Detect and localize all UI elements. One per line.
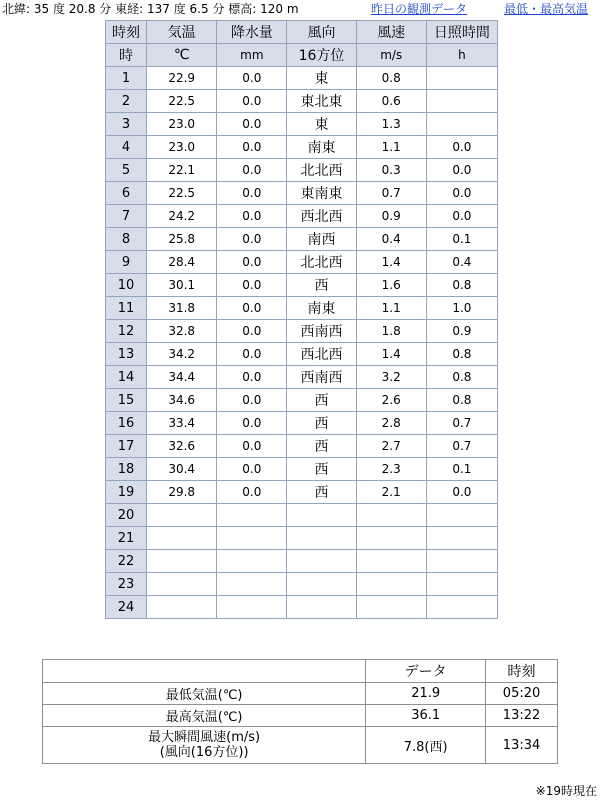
- sunshine-cell: 0.7: [426, 435, 497, 458]
- temperature-cell: 33.4: [147, 412, 217, 435]
- unit-precipitation: mm: [217, 44, 287, 67]
- precipitation-cell: 0.0: [217, 182, 287, 205]
- wind-speed-cell: 0.3: [356, 159, 426, 182]
- temperature-cell: 23.0: [147, 113, 217, 136]
- wind-speed-cell: 1.4: [356, 251, 426, 274]
- unit-wind-speed: m/s: [356, 44, 426, 67]
- table-row: [106, 412, 498, 435]
- wind-direction-cell: [287, 596, 356, 619]
- precipitation-cell: 0.0: [217, 343, 287, 366]
- table-row: [106, 205, 498, 228]
- temperature-cell: [147, 596, 217, 619]
- wind-speed-cell: 1.8: [356, 320, 426, 343]
- hour-cell: 11: [106, 297, 147, 320]
- hour-cell: 6: [106, 182, 147, 205]
- precipitation-cell: [217, 596, 287, 619]
- sunshine-cell: 0.1: [426, 228, 497, 251]
- wind-speed-cell: 0.6: [356, 90, 426, 113]
- altitude-label: 標高:: [228, 2, 257, 16]
- wind-direction-cell: [287, 550, 356, 573]
- summary-header-row: [43, 660, 558, 683]
- precipitation-cell: 0.0: [217, 412, 287, 435]
- table-row: [106, 274, 498, 297]
- sunshine-cell: 0.0: [426, 136, 497, 159]
- wind-direction-cell: [287, 527, 356, 550]
- latitude-label: 北緯:: [2, 2, 31, 16]
- wind-direction-cell: 東: [287, 67, 356, 90]
- wind-direction-cell: [287, 573, 356, 596]
- sunshine-cell: 0.7: [426, 412, 497, 435]
- table-row: [106, 481, 498, 504]
- precipitation-cell: 0.0: [217, 274, 287, 297]
- sunshine-cell: [426, 596, 497, 619]
- max-temp-row: [43, 705, 558, 727]
- sunshine-cell: [426, 550, 497, 573]
- hour-cell: 19: [106, 481, 147, 504]
- temperature-cell: [147, 573, 217, 596]
- sunshine-cell: [426, 90, 497, 113]
- min-max-temp-link[interactable]: 最低・最高気温: [504, 2, 589, 16]
- wind-direction-cell: 北北西: [287, 251, 356, 274]
- table-row: [106, 550, 498, 573]
- summary-header-blank: [43, 660, 366, 683]
- precipitation-cell: [217, 573, 287, 596]
- precipitation-cell: 0.0: [217, 435, 287, 458]
- min-temp-label: 最低気温(℃): [43, 683, 366, 705]
- wind-direction-cell: 東北東: [287, 90, 356, 113]
- wind-direction-cell: 西北西: [287, 343, 356, 366]
- max-gust-label: [43, 727, 366, 764]
- wind-speed-cell: 0.7: [356, 182, 426, 205]
- sunshine-cell: [426, 527, 497, 550]
- wind-direction-cell: 西: [287, 435, 356, 458]
- table-row: [106, 182, 498, 205]
- wind-speed-cell: 1.6: [356, 274, 426, 297]
- wind-direction-cell: 西: [287, 389, 356, 412]
- temperature-cell: 22.5: [147, 90, 217, 113]
- wind-direction-cell: 南東: [287, 297, 356, 320]
- max-gust-row: [43, 727, 558, 764]
- min-temp-value: 21.9: [366, 683, 486, 705]
- hour-cell: 3: [106, 113, 147, 136]
- hour-cell: 5: [106, 159, 147, 182]
- wind-speed-cell: 1.1: [356, 297, 426, 320]
- latitude-value: 35 度 20.8 分: [33, 2, 112, 16]
- wind-speed-cell: 2.6: [356, 389, 426, 412]
- wind-direction-cell: [287, 504, 356, 527]
- precipitation-cell: 0.0: [217, 113, 287, 136]
- precipitation-cell: 0.0: [217, 159, 287, 182]
- table-row: [106, 320, 498, 343]
- wind-speed-cell: 1.3: [356, 113, 426, 136]
- temperature-cell: 30.4: [147, 458, 217, 481]
- header-wind-speed: 風速: [356, 21, 426, 44]
- temperature-cell: 22.1: [147, 159, 217, 182]
- wind-speed-cell: 2.3: [356, 458, 426, 481]
- hour-cell: 16: [106, 412, 147, 435]
- table-row: [106, 90, 498, 113]
- precipitation-cell: 0.0: [217, 205, 287, 228]
- table-row: [106, 366, 498, 389]
- units-row: [106, 44, 498, 67]
- max-temp-value: 36.1: [366, 705, 486, 727]
- sunshine-cell: [426, 67, 497, 90]
- hour-cell: 18: [106, 458, 147, 481]
- sunshine-cell: 0.8: [426, 366, 497, 389]
- altitude-value: 120 m: [260, 2, 299, 16]
- temperature-cell: 28.4: [147, 251, 217, 274]
- as-of-note: ※19時現在: [535, 784, 597, 798]
- max-gust-value: 7.8(西): [366, 727, 486, 764]
- wind-direction-cell: 東南東: [287, 182, 356, 205]
- temperature-cell: 29.8: [147, 481, 217, 504]
- sunshine-cell: 0.0: [426, 182, 497, 205]
- precipitation-cell: 0.0: [217, 228, 287, 251]
- max-gust-label-line1: 最大瞬間風速(m/s): [148, 730, 261, 745]
- precipitation-cell: 0.0: [217, 481, 287, 504]
- temperature-cell: 34.6: [147, 389, 217, 412]
- hour-cell: 23: [106, 573, 147, 596]
- table-row: [106, 113, 498, 136]
- header-temperature: 気温: [147, 21, 217, 44]
- wind-speed-cell: 1.4: [356, 343, 426, 366]
- longitude-label: 東経:: [115, 2, 144, 16]
- hourly-observation-table: [105, 20, 498, 619]
- wind-speed-cell: 2.7: [356, 435, 426, 458]
- precipitation-cell: 0.0: [217, 366, 287, 389]
- header-precipitation: 降水量: [217, 21, 287, 44]
- sunshine-cell: 0.0: [426, 159, 497, 182]
- wind-speed-cell: 1.1: [356, 136, 426, 159]
- wind-speed-cell: 0.9: [356, 205, 426, 228]
- wind-speed-cell: 0.8: [356, 67, 426, 90]
- sunshine-cell: 0.8: [426, 274, 497, 297]
- sunshine-cell: 0.4: [426, 251, 497, 274]
- sunshine-cell: 0.8: [426, 343, 497, 366]
- unit-wind-direction: 16方位: [287, 44, 356, 67]
- wind-speed-cell: [356, 573, 426, 596]
- table-row: [106, 228, 498, 251]
- wind-direction-cell: 南東: [287, 136, 356, 159]
- min-temp-row: [43, 683, 558, 705]
- wind-direction-cell: 西南西: [287, 366, 356, 389]
- header-time: 時刻: [106, 21, 147, 44]
- temperature-cell: [147, 550, 217, 573]
- wind-direction-cell: 西北西: [287, 205, 356, 228]
- temperature-cell: 31.8: [147, 297, 217, 320]
- sunshine-cell: 1.0: [426, 297, 497, 320]
- sunshine-cell: [426, 573, 497, 596]
- sunshine-cell: 0.8: [426, 389, 497, 412]
- hour-cell: 1: [106, 67, 147, 90]
- longitude-value: 137 度 6.5 分: [147, 2, 225, 16]
- unit-temperature: ℃: [147, 44, 217, 67]
- hour-cell: 21: [106, 527, 147, 550]
- max-temp-label: 最高気温(℃): [43, 705, 366, 727]
- header-row: [106, 21, 498, 44]
- wind-direction-cell: 西: [287, 481, 356, 504]
- temperature-cell: 30.1: [147, 274, 217, 297]
- temperature-cell: 25.8: [147, 228, 217, 251]
- precipitation-cell: 0.0: [217, 67, 287, 90]
- yesterday-data-link[interactable]: 昨日の観測データ: [371, 2, 468, 16]
- hour-cell: 8: [106, 228, 147, 251]
- precipitation-cell: [217, 550, 287, 573]
- temperature-cell: 22.9: [147, 67, 217, 90]
- hour-cell: 17: [106, 435, 147, 458]
- table-row: [106, 458, 498, 481]
- sunshine-cell: 0.9: [426, 320, 497, 343]
- hour-cell: 9: [106, 251, 147, 274]
- temperature-cell: [147, 527, 217, 550]
- hour-cell: 10: [106, 274, 147, 297]
- table-row: [106, 596, 498, 619]
- daily-extremes-table: [42, 659, 558, 764]
- temperature-cell: 23.0: [147, 136, 217, 159]
- temperature-cell: 34.4: [147, 366, 217, 389]
- wind-direction-cell: 南西: [287, 228, 356, 251]
- temperature-cell: 32.6: [147, 435, 217, 458]
- table-row: [106, 504, 498, 527]
- summary-header-time: 時刻: [486, 660, 558, 683]
- table-row: [106, 67, 498, 90]
- header-sunshine: 日照時間: [426, 21, 497, 44]
- wind-direction-cell: 西: [287, 412, 356, 435]
- wind-speed-cell: 2.1: [356, 481, 426, 504]
- wind-speed-cell: [356, 550, 426, 573]
- header-wind-direction: 風向: [287, 21, 356, 44]
- table-row: [106, 159, 498, 182]
- precipitation-cell: 0.0: [217, 136, 287, 159]
- max-gust-label-line2: (風向(16方位)): [159, 745, 249, 760]
- wind-speed-cell: [356, 527, 426, 550]
- table-row: [106, 435, 498, 458]
- hour-cell: 7: [106, 205, 147, 228]
- wind-speed-cell: 2.8: [356, 412, 426, 435]
- sunshine-cell: 0.1: [426, 458, 497, 481]
- table-row: [106, 343, 498, 366]
- precipitation-cell: 0.0: [217, 389, 287, 412]
- table-row: [106, 297, 498, 320]
- sunshine-cell: 0.0: [426, 481, 497, 504]
- table-row: [106, 527, 498, 550]
- wind-direction-cell: 北北西: [287, 159, 356, 182]
- table-row: [106, 573, 498, 596]
- summary-header-data: データ: [366, 660, 486, 683]
- table-row: [106, 136, 498, 159]
- precipitation-cell: [217, 527, 287, 550]
- precipitation-cell: 0.0: [217, 458, 287, 481]
- hour-cell: 4: [106, 136, 147, 159]
- temperature-cell: 34.2: [147, 343, 217, 366]
- max-gust-time: 13:34: [486, 727, 558, 764]
- temperature-cell: 22.5: [147, 182, 217, 205]
- precipitation-cell: 0.0: [217, 297, 287, 320]
- precipitation-cell: 0.0: [217, 90, 287, 113]
- hour-cell: 22: [106, 550, 147, 573]
- max-temp-time: 13:22: [486, 705, 558, 727]
- hour-cell: 20: [106, 504, 147, 527]
- wind-speed-cell: 0.4: [356, 228, 426, 251]
- hour-cell: 2: [106, 90, 147, 113]
- table-row: [106, 389, 498, 412]
- temperature-cell: 32.8: [147, 320, 217, 343]
- unit-sunshine: h: [426, 44, 497, 67]
- wind-speed-cell: [356, 504, 426, 527]
- hour-cell: 15: [106, 389, 147, 412]
- wind-speed-cell: [356, 596, 426, 619]
- station-location: [2, 1, 299, 17]
- hour-cell: 14: [106, 366, 147, 389]
- sunshine-cell: [426, 113, 497, 136]
- wind-direction-cell: 東: [287, 113, 356, 136]
- hour-cell: 24: [106, 596, 147, 619]
- min-temp-time: 05:20: [486, 683, 558, 705]
- wind-direction-cell: 西: [287, 274, 356, 297]
- hour-cell: 13: [106, 343, 147, 366]
- wind-speed-cell: 3.2: [356, 366, 426, 389]
- precipitation-cell: [217, 504, 287, 527]
- precipitation-cell: 0.0: [217, 320, 287, 343]
- sunshine-cell: 0.0: [426, 205, 497, 228]
- table-row: [106, 251, 498, 274]
- hour-cell: 12: [106, 320, 147, 343]
- temperature-cell: [147, 504, 217, 527]
- unit-time: 時: [106, 44, 147, 67]
- temperature-cell: 24.2: [147, 205, 217, 228]
- wind-direction-cell: 西南西: [287, 320, 356, 343]
- precipitation-cell: 0.0: [217, 251, 287, 274]
- wind-direction-cell: 西: [287, 458, 356, 481]
- sunshine-cell: [426, 504, 497, 527]
